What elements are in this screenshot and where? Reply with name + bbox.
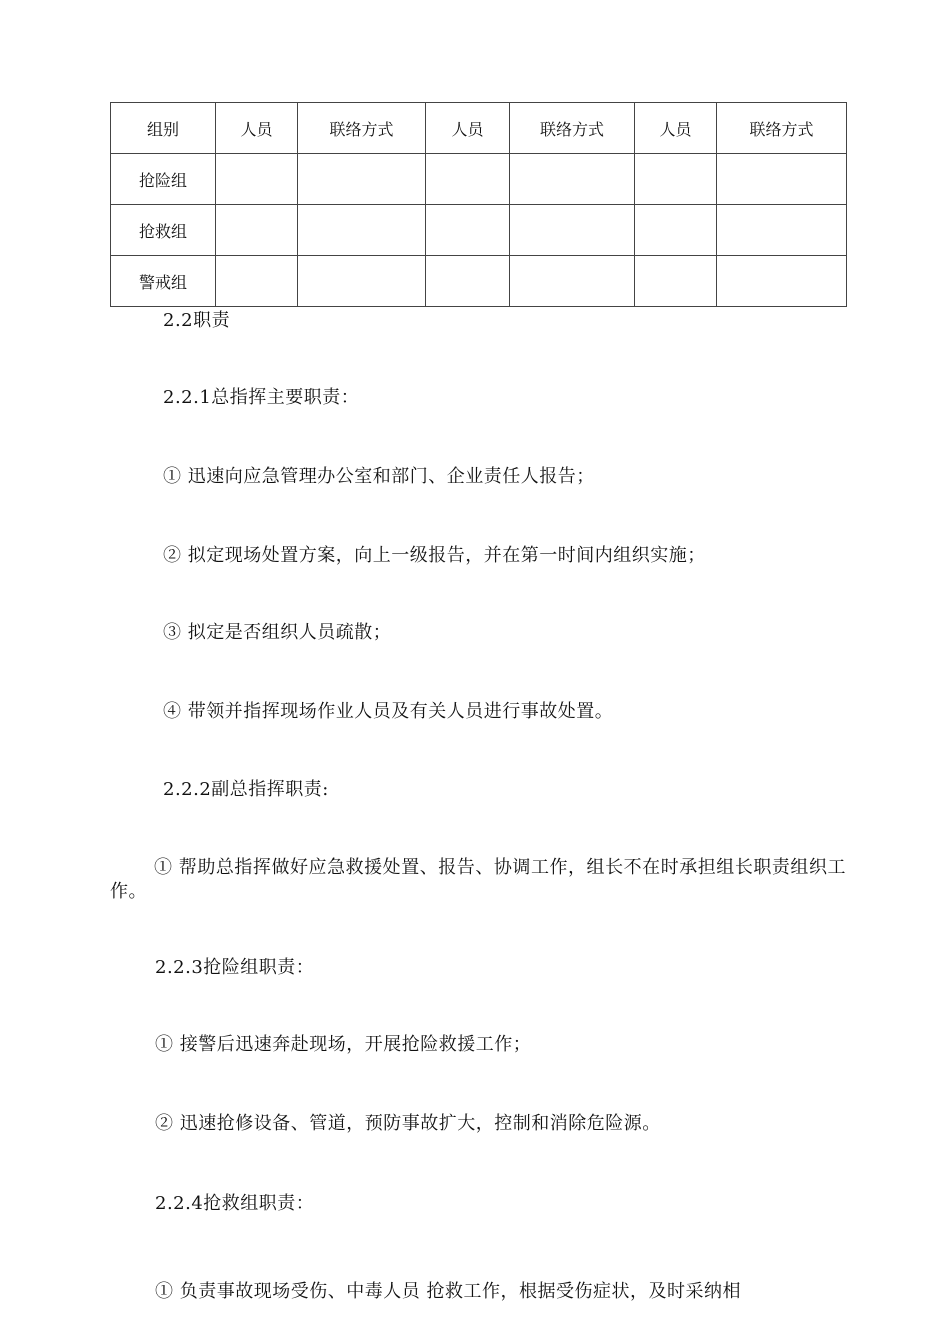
table-cell	[426, 205, 510, 256]
list-item: ② 拟定现场处置方案，向上一级报告，并在第一时间内组织实施；	[163, 545, 706, 566]
section-heading-2-2: 2.2职责	[163, 310, 231, 331]
table-cell	[298, 154, 426, 205]
row-label-rescue-team: 抢险组	[111, 154, 216, 205]
table-cell	[635, 154, 717, 205]
table-cell	[717, 154, 847, 205]
list-item: ① 负责事故现场受伤、中毒人员 抢救工作，根据受伤症状，及时采纳相	[155, 1281, 741, 1302]
table-cell	[216, 205, 298, 256]
list-item: ② 迅速抢修设备、管道，预防事故扩大，控制和消除危险源。	[155, 1113, 661, 1134]
table-cell	[216, 154, 298, 205]
table-cell	[510, 256, 635, 307]
table-cell	[426, 256, 510, 307]
table-cell	[717, 256, 847, 307]
table-cell	[510, 205, 635, 256]
header-cell-group: 组别	[111, 103, 216, 154]
header-cell-personnel: 人员	[635, 103, 717, 154]
table-row	[111, 154, 847, 205]
table-cell	[426, 154, 510, 205]
table-cell	[298, 256, 426, 307]
list-item: ③ 拟定是否组织人员疏散；	[163, 622, 392, 643]
section-heading-2-2-2: 2.2.2副总指挥职责:	[163, 779, 329, 800]
table-cell	[216, 256, 298, 307]
table-header-row	[111, 103, 847, 154]
table-cell	[635, 205, 717, 256]
list-item: ① 接警后迅速奔赴现场，开展抢险救援工作；	[155, 1034, 532, 1055]
table-row	[111, 256, 847, 307]
emergency-team-table	[110, 102, 847, 307]
header-cell-personnel: 人员	[216, 103, 298, 154]
header-cell-contact: 联络方式	[510, 103, 635, 154]
table-row	[111, 205, 847, 256]
table-cell	[298, 205, 426, 256]
header-cell-personnel: 人员	[426, 103, 510, 154]
header-cell-contact: 联络方式	[298, 103, 426, 154]
list-item: ④ 带领并指挥现场作业人员及有关人员进行事故处置。	[163, 701, 614, 722]
table-cell	[717, 205, 847, 256]
row-label-security-team: 警戒组	[111, 256, 216, 307]
section-heading-2-2-4: 2.2.4抢救组职责：	[155, 1193, 315, 1214]
header-cell-contact: 联络方式	[717, 103, 847, 154]
row-label-first-aid-team: 抢救组	[111, 205, 216, 256]
table-cell	[635, 256, 717, 307]
list-item: ① 帮助总指挥做好应急救援处置、报告、协调工作，组长不在时承担组长职责组织工作。	[110, 857, 846, 902]
section-heading-2-2-1: 2.2.1总指挥主要职责：	[163, 387, 360, 408]
table-cell	[510, 154, 635, 205]
section-heading-2-2-3: 2.2.3抢险组职责：	[155, 957, 315, 978]
list-item: ① 迅速向应急管理办公室和部门、企业责任人报告；	[163, 466, 595, 487]
